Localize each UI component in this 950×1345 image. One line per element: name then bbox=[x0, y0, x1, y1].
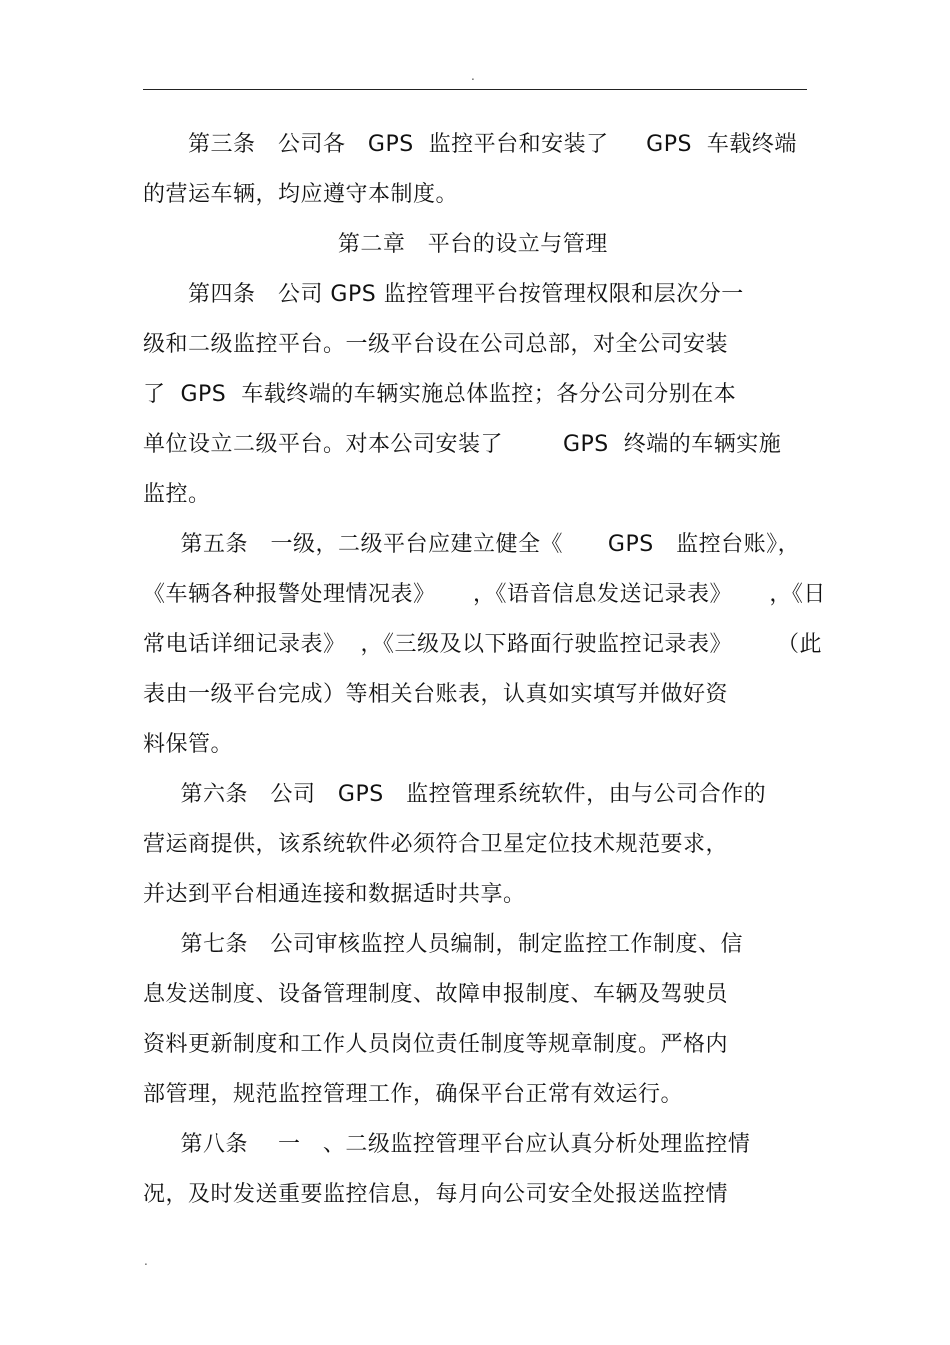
text-line: 况，及时发送重要监控信息，每月向公司安全处报送监控情 bbox=[143, 1182, 729, 1207]
text-line: 息发送制度、设备管理制度、故障申报制度、车辆及驾驶员 bbox=[143, 982, 729, 1007]
chapter-heading: 第二章 平台的设立与管理 bbox=[143, 232, 608, 257]
text-line: 《车辆各种报警处理情况表》 ，《语音信息发送记录表》 ，《日 bbox=[143, 582, 826, 607]
text-line: 常电话详细记录表》 ，《三级及以下路面行驶监控记录表》 （此 bbox=[143, 632, 822, 657]
text-line: 了 GPS 车载终端的车辆实施总体监控；各分公司分别在本 bbox=[143, 382, 737, 407]
text-line: 部管理，规范监控管理工作，确保平台正常有效运行。 bbox=[143, 1082, 684, 1107]
text-line: 资料更新制度和工作人员岗位责任制度等规章制度。严格内 bbox=[143, 1032, 729, 1057]
text-line: 表由一级平台完成）等相关台账表，认真如实填写并做好资 bbox=[143, 682, 729, 707]
text-line: 监控。 bbox=[143, 482, 211, 507]
text-line: 第四条 公司 GPS 监控管理平台按管理权限和层次分一 bbox=[143, 282, 744, 307]
text-line: 第六条 公司 GPS 监控管理系统软件，由与公司合作的 bbox=[143, 782, 767, 807]
header-rule bbox=[143, 89, 807, 90]
text-line: 的营运车辆，均应遵守本制度。 bbox=[143, 182, 459, 207]
text-line: 并达到平台相通连接和数据适时共享。 bbox=[143, 882, 526, 907]
text-line: 第三条 公司各 GPS 监控平台和安装了 GPS 车载终端 bbox=[143, 132, 797, 157]
text-line: 第五条 一级，二级平台应建立健全《 GPS 监控台账》， bbox=[143, 532, 801, 557]
text-line: 单位设立二级平台。对本公司安装了 GPS 终端的车辆实施 bbox=[143, 432, 782, 457]
text-line: 级和二级监控平台。一级平台设在公司总部，对全公司安装 bbox=[143, 332, 729, 357]
footer-mark: . bbox=[144, 1254, 148, 1268]
header-mark: . bbox=[471, 69, 475, 83]
text-line: 第八条 一 、二级监控管理平台应认真分析处理监控情 bbox=[143, 1132, 751, 1157]
text-line: 营运商提供，该系统软件必须符合卫星定位技术规范要求， bbox=[143, 832, 729, 857]
text-line: 料保管。 bbox=[143, 732, 234, 757]
text-line: 第七条 公司审核监控人员编制，制定监控工作制度、信 bbox=[143, 932, 743, 957]
